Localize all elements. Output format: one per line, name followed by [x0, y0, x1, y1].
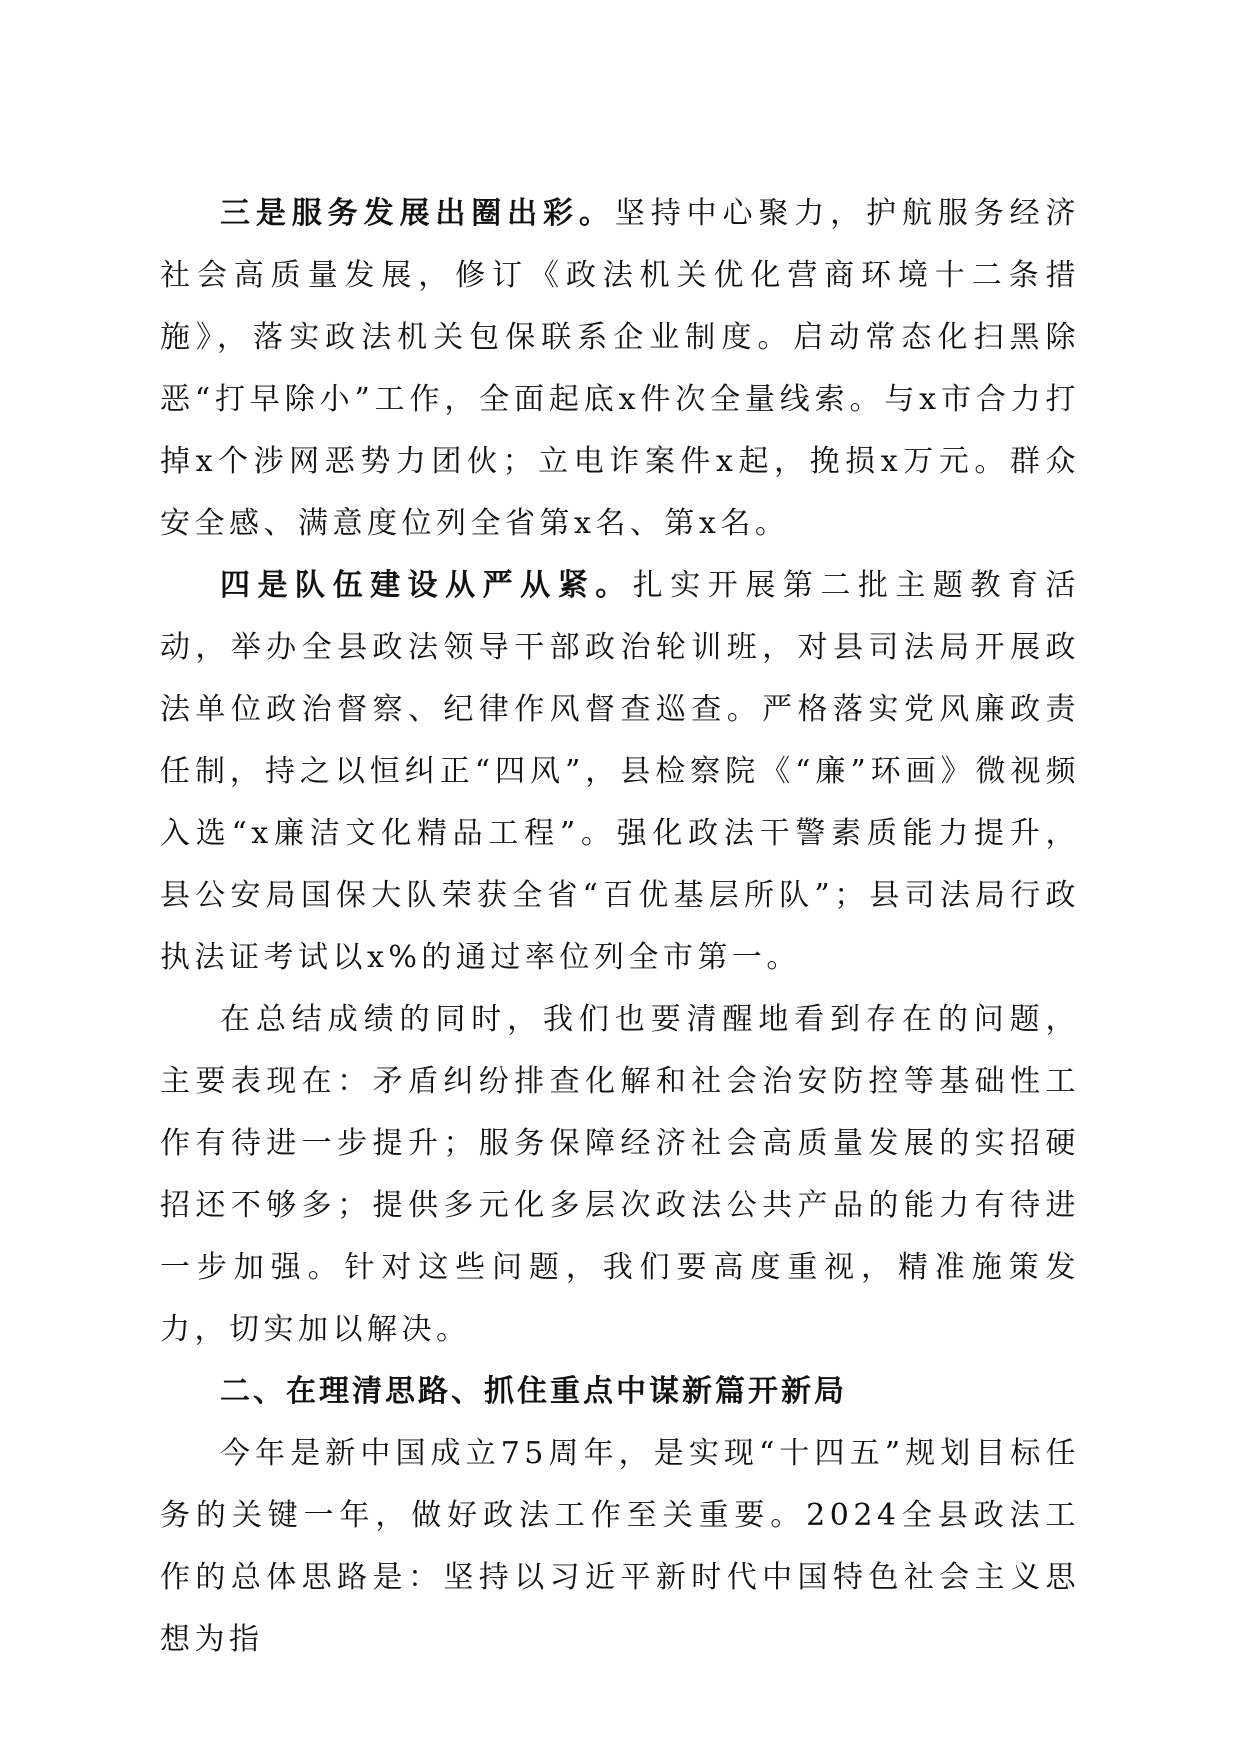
paragraph-text: 在总结成绩的同时，我们也要清醒地看到存在的问题，主要表现在：矛盾纠纷排查化解和社会治安防控等基础性工作有待进一步提升；服务保障经济社会高质量发展的实招硬招还不够多；提供多元化多层次政法公共产品的能力有待进一步加强。针对这些问题，我们要高度重视，精准施策发力，切实加以解决。	[160, 1002, 1080, 1347]
paragraph-text: 扎实开展第二批主题教育活动，举办全县政法领导干部政治轮训班，对县司法局开展政法单位政治督察、纪律作风督查巡查。严格落实党风廉政责任制，持之以恒纠正“四风”，县检察院《“廉”环画》微视频入选“x廉洁文化精品工程”。强化政法干警素质能力提升，县公安局国保大队荣获全省“百优基层所队”；县司法局行政执法证考试以x%的通过率位列全市第一。	[160, 568, 1080, 975]
paragraph-overall-approach	[160, 1423, 1080, 1671]
paragraph-lead: 四是队伍建设从严从紧。	[220, 568, 633, 603]
paragraph-service-development	[160, 183, 1080, 555]
section-heading: 二、在理清思路、抓住重点中谋新篇开新局	[220, 1374, 847, 1409]
document-body	[160, 183, 1080, 1671]
paragraph-problems	[160, 989, 1080, 1361]
paragraph-text: 今年是新中国成立75周年，是实现“十四五”规划目标任务的关键一年，做好政法工作至关重要。2024全县政法工作的总体思路是：坚持以习近平新时代中国特色社会主义思想为指	[160, 1436, 1080, 1657]
paragraph-text: 坚持中心聚力，护航服务经济社会高质量发展，修订《政法机关优化营商环境十二条措施》，落实政法机关包保联系企业制度。启动常态化扫黑除恶“打早除小”工作，全面起底x件次全量线索。与x市合力打掉x个涉网恶势力团伙；立电诈案件x起，挽损x万元。群众安全感、满意度位列全省第x名、第x名。	[160, 196, 1081, 541]
paragraph-lead: 三是服务发展出圈出彩。	[220, 196, 615, 231]
paragraph-team-building	[160, 555, 1080, 989]
